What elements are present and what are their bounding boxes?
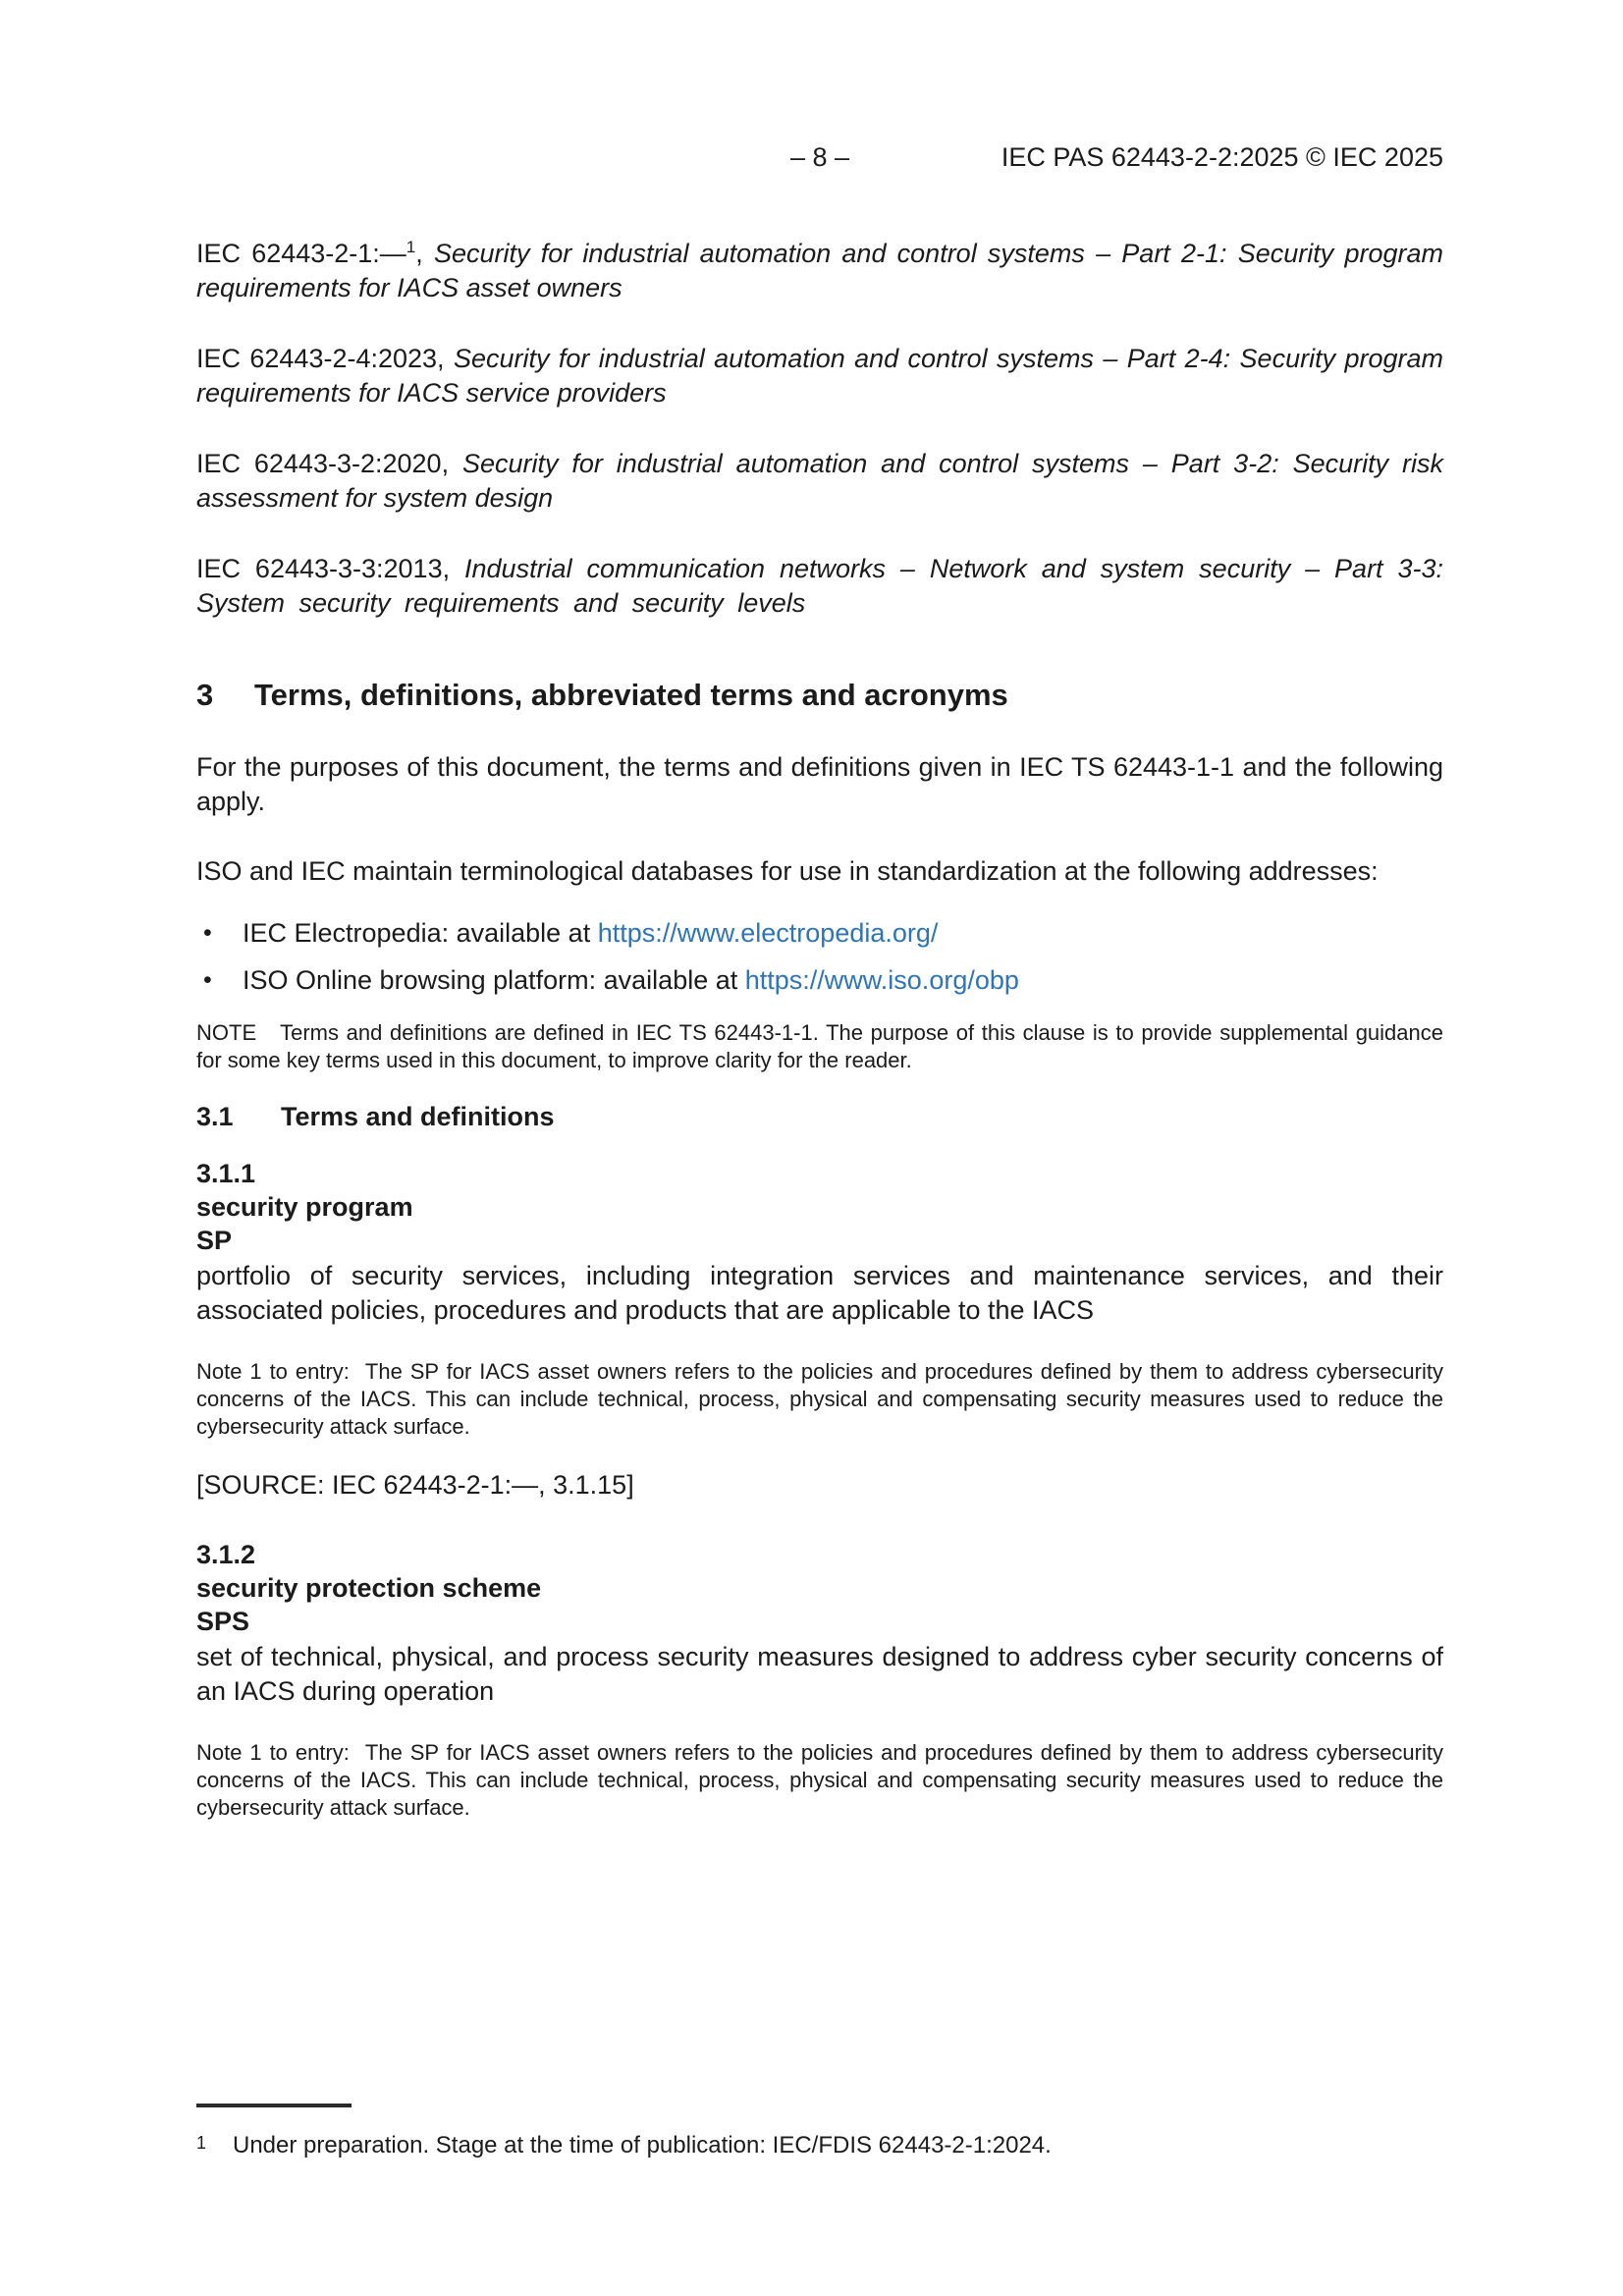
reference-paragraph-4 (196, 552, 1443, 621)
clause-3-paragraph-1: For the purposes of this document, the terms and definitions given in IEC TS 62443-1-1 and the following apply. (196, 752, 1443, 816)
term-name: security program (196, 1192, 413, 1222)
term-name: security protection scheme (196, 1573, 542, 1603)
terminology-database-list (196, 916, 1443, 998)
reference-designation: IEC 62443-2-1:— (196, 239, 406, 268)
footnote-text: Under preparation. Stage at the time of publication: IEC/FDIS 62443-2-1:2024. (233, 2132, 1052, 2159)
reference-designation: IEC 62443-3-3:2013 (196, 554, 443, 583)
page-header (196, 140, 1443, 174)
term-note (196, 1739, 1443, 1822)
electropedia-link[interactable]: https://www.electropedia.org/ (597, 918, 939, 948)
list-item-text (243, 963, 1019, 998)
footnote (196, 2131, 1443, 2160)
term-note (196, 1358, 1443, 1441)
reference-separator: , (441, 449, 462, 478)
note-label: Note 1 to entry: (196, 1740, 350, 1765)
term-entry-3-1-1 (196, 1157, 1443, 1503)
reference-paragraph-2 (196, 342, 1443, 410)
clause-3-heading (196, 676, 1443, 715)
footnote-separator-rule (196, 2104, 352, 2107)
term-definition: portfolio of security services, including integration services and maintenance services, and their associated policies, procedures and products that are applicable to the IACS (196, 1261, 1443, 1325)
subclause-number: 3.1 (196, 1102, 234, 1131)
header-doc-reference: IEC PAS 62443-2-2:2025 © IEC 2025 (1001, 142, 1443, 172)
list-item-label: IEC Electropedia: available at (243, 918, 598, 948)
term-definition: set of technical, physical, and process security measures designed to address cyber security concerns of an IACS during operation (196, 1642, 1443, 1706)
note-text: The SP for IACS asset owners refers to the policies and procedures defined by them to address cybersecurity concerns of the IACS. This can include technical, process, physical and compensating security measures used to reduce the cybersecurity attack surface. (196, 1740, 1443, 1820)
subclause-title: Terms and definitions (281, 1102, 555, 1131)
list-item-label: ISO Online browsing platform: available at (243, 965, 745, 995)
reference-separator: , (415, 239, 434, 268)
term-abbreviation: SPS (196, 1607, 250, 1636)
reference-title: Security for industrial automation and control systems – Part 2-4: Security program requirements for IACS service providers (196, 344, 1443, 408)
note-text: The SP for IACS asset owners refers to the policies and procedures defined by them to address cybersecurity concerns of the IACS. This can include technical, process, physical and compensating security measures used to reduce the cybersecurity attack surface. (196, 1359, 1443, 1439)
reference-title: Industrial communication networks – Network and system security – Part 3-3: System security requirements and security levels (196, 554, 1443, 618)
term-abbreviation: SP (196, 1226, 233, 1255)
clause-number: 3 (196, 678, 214, 712)
reference-designation: IEC 62443-3-2:2020 (196, 449, 442, 478)
clause-3-paragraph-2: ISO and IEC maintain terminological databases for use in standardization at the following addresses: (196, 856, 1379, 886)
list-item-iso-obp (196, 963, 1443, 998)
clause-3-note (196, 1019, 1443, 1074)
reference-paragraph-3 (196, 447, 1443, 516)
iso-obp-link[interactable]: https://www.iso.org/obp (744, 965, 1019, 995)
reference-separator: , (442, 554, 465, 583)
page-number: – 8 – (789, 142, 850, 172)
footnote-marker: 1 (406, 238, 416, 256)
bullet-icon: • (203, 966, 212, 994)
term-source: [SOURCE: IEC 62443-2-1:—, 3.1.15] (196, 1470, 634, 1500)
list-item-text (243, 916, 938, 951)
list-item-electropedia (196, 916, 1443, 951)
reference-separator: , (437, 344, 454, 373)
reference-title: Security for industrial automation and control systems – Part 2-1: Security program requirements for IACS asset owners (196, 239, 1443, 302)
subclause-3-1-heading (196, 1100, 1443, 1133)
note-label: Note 1 to entry: (196, 1359, 350, 1384)
reference-paragraph-1 (196, 237, 1443, 305)
reference-title: Security for industrial automation and control systems – Part 3-2: Security risk assessment for system design (196, 449, 1443, 513)
bullet-icon: • (203, 919, 212, 947)
footnote-area (196, 2104, 1443, 2160)
term-entry-3-1-2 (196, 1538, 1443, 1822)
note-text: Terms and definitions are defined in IEC TS 62443-1-1. The purpose of this clause is to provide supplemental guidance for some key terms used in this document, to improve clarity for the reader. (196, 1020, 1443, 1072)
footnote-marker: 1 (196, 2133, 207, 2153)
reference-designation: IEC 62443-2-4:2023 (196, 344, 438, 373)
term-number: 3.1.2 (196, 1540, 256, 1569)
clause-title: Terms, definitions, abbreviated terms and acronyms (254, 678, 1008, 712)
note-label: NOTE (196, 1020, 257, 1045)
term-number: 3.1.1 (196, 1159, 256, 1188)
